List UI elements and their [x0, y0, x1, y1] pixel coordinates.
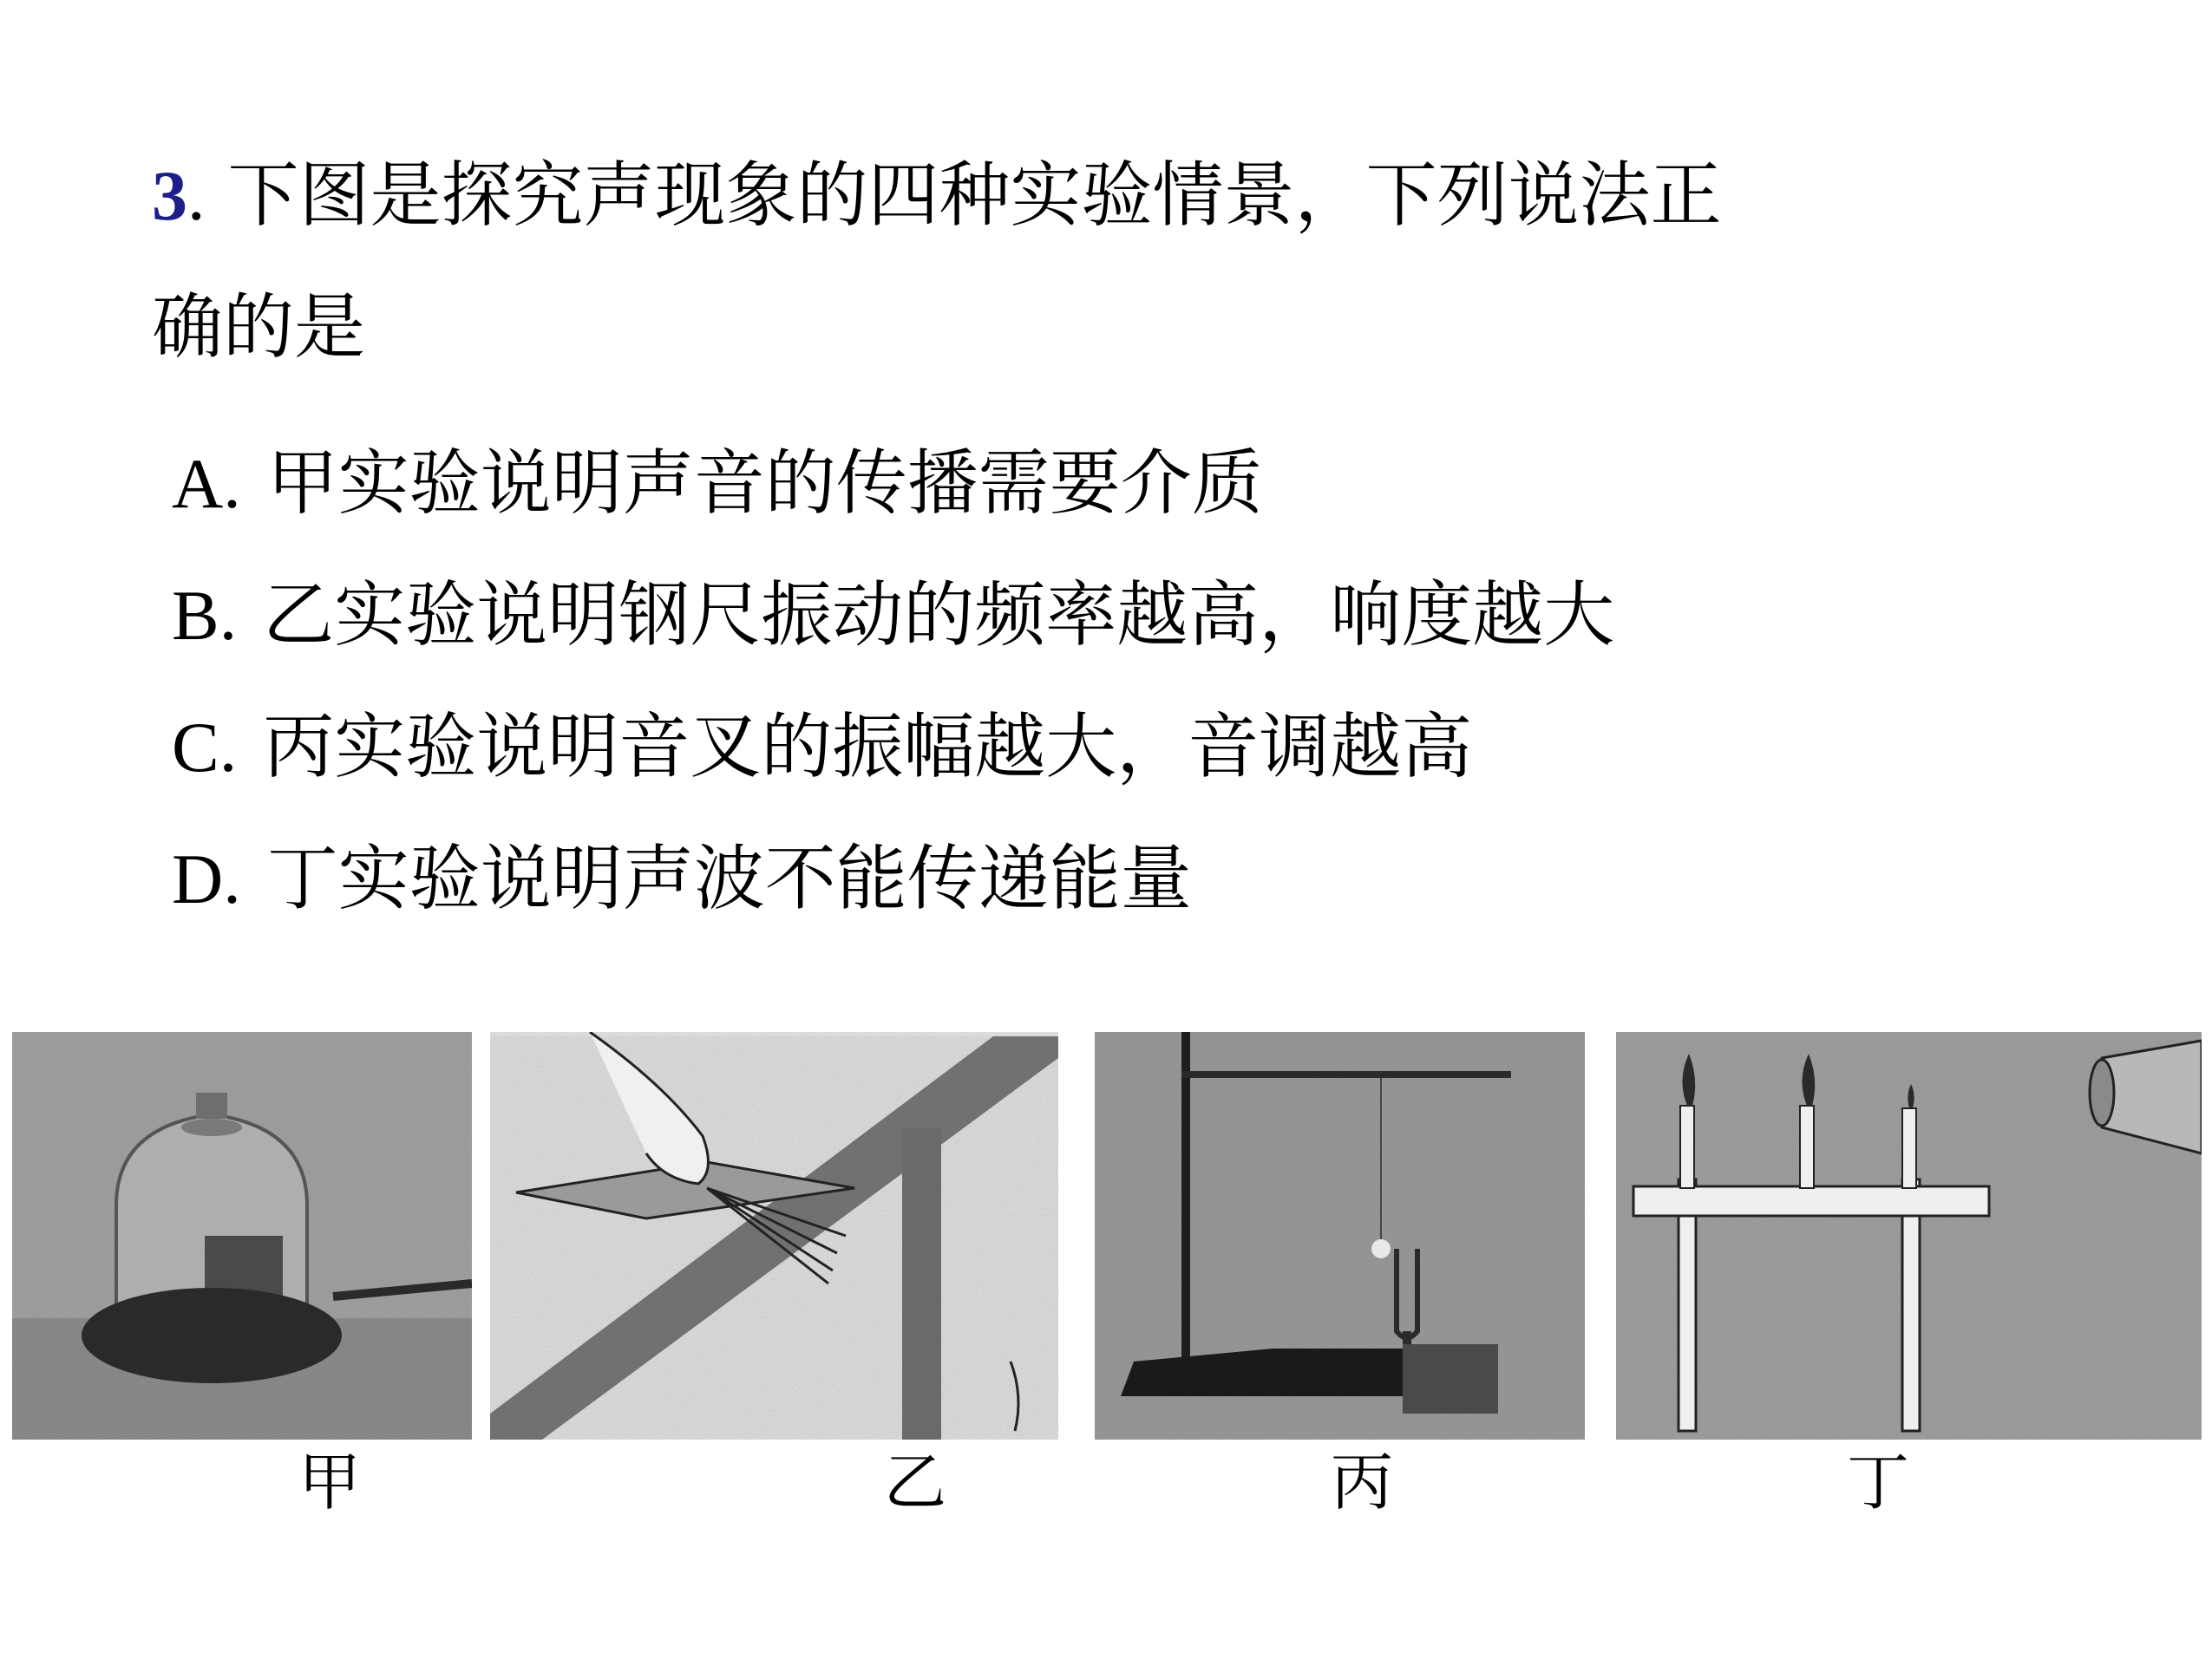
option-letter: C — [172, 708, 219, 787]
figure-tuning-fork — [1095, 1032, 1585, 1440]
figure-caption-yi: 乙 — [883, 1448, 946, 1518]
option-c[interactable] — [172, 682, 2080, 813]
figure-caption-bing: 丙 — [1330, 1448, 1393, 1518]
candles-illustration — [1616, 1032, 2202, 1440]
question-line-2: 确的是 — [152, 286, 366, 369]
option-text: 丙实验说明音叉的振幅越大，音调越高 — [263, 706, 1473, 788]
ruler-illustration — [490, 1032, 1058, 1440]
figure-caption-ding: 丁 — [1846, 1448, 1909, 1518]
option-dot: . — [219, 708, 238, 787]
experiment-figures — [0, 1023, 2212, 1518]
option-dot: . — [219, 576, 238, 655]
question-number: 3 — [152, 156, 187, 235]
option-text: 丁实验说明声波不能传递能量 — [266, 838, 1192, 920]
option-b[interactable] — [172, 550, 2080, 682]
option-letter: B — [172, 576, 219, 655]
figure-bell-jar — [12, 1032, 472, 1440]
bell-jar-illustration — [12, 1032, 472, 1440]
option-letter: A — [172, 444, 224, 523]
question-line-1 — [152, 130, 1887, 262]
option-dot: . — [223, 444, 241, 523]
figure-caption-jia: 甲 — [298, 1448, 361, 1518]
question-stem — [152, 130, 1887, 394]
option-text: 乙实验说明钢尺振动的频率越高，响度越大 — [263, 574, 1615, 656]
option-dot: . — [223, 839, 241, 918]
option-d[interactable] — [172, 813, 2080, 945]
option-letter: D — [172, 839, 224, 918]
figure-ruler-table — [490, 1032, 1058, 1440]
figure-candles — [1616, 1032, 2202, 1440]
tuning-fork-illustration — [1095, 1032, 1585, 1440]
question-number-dot: . — [187, 156, 206, 235]
answer-options — [172, 418, 2080, 945]
question-text-line-1: 下图是探究声现象的四种实验情景，下列说法正 — [227, 154, 1722, 237]
option-text: 甲实验说明声音的传播需要介质 — [266, 442, 1263, 525]
option-a[interactable] — [172, 418, 2080, 550]
